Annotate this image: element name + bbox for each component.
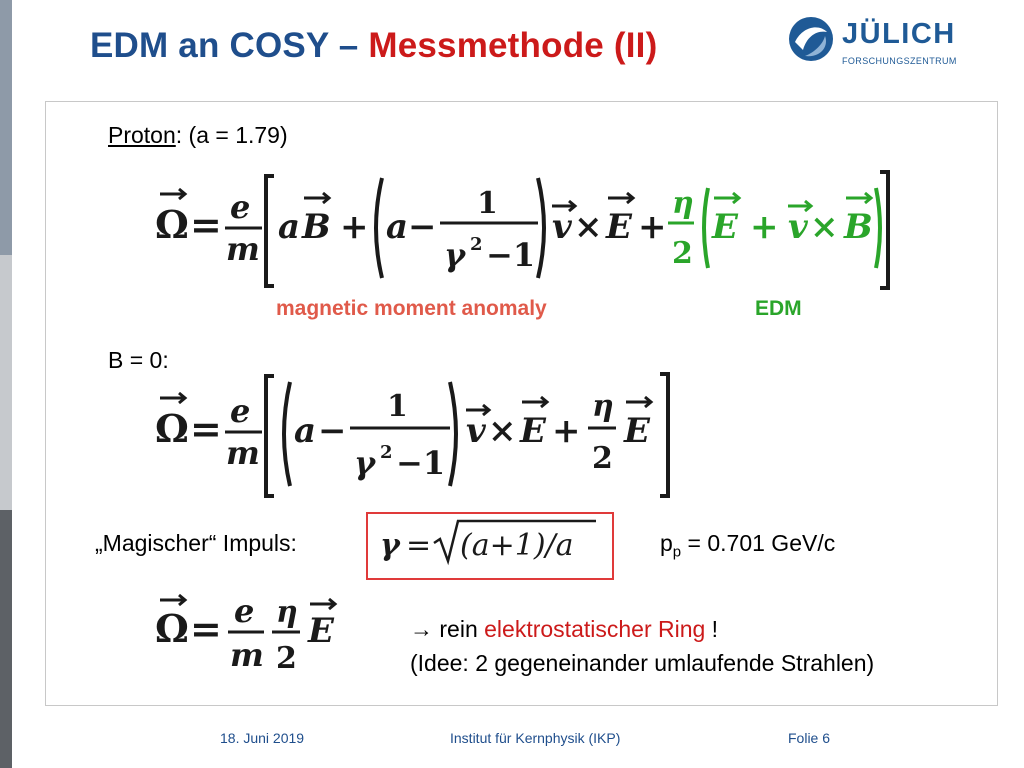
sidebar-stripe-middle	[0, 255, 12, 510]
svg-text:η: η	[592, 389, 614, 424]
svg-text:=: =	[190, 202, 222, 247]
svg-text:v: v	[788, 207, 808, 247]
svg-text:v: v	[466, 411, 486, 451]
svg-text:−: −	[318, 411, 347, 451]
svg-text:a: a	[294, 411, 317, 451]
svg-text:−: −	[408, 207, 437, 247]
title-part-1: EDM an COSY –	[90, 26, 369, 65]
svg-text:(a+1)/a: (a+1)/a	[460, 528, 574, 563]
svg-text:a: a	[386, 207, 409, 247]
proton-label: Proton	[108, 122, 176, 148]
title-part-2: Messmethode (II)	[368, 26, 658, 65]
svg-text:η: η	[672, 186, 694, 221]
conclusion-pre: rein	[433, 616, 485, 642]
svg-text:2: 2	[380, 442, 393, 463]
momentum-value: = 0.701 GeV/c	[681, 530, 836, 556]
svg-text:m: m	[230, 636, 264, 674]
svg-text:+: +	[750, 207, 779, 247]
equation-magic-gamma	[376, 515, 606, 575]
svg-text:m: m	[226, 230, 260, 268]
slide-title	[90, 26, 657, 66]
svg-text:B: B	[302, 207, 331, 247]
equation-omega-b-zero	[150, 370, 680, 500]
equation-omega-full	[150, 168, 900, 293]
arrow-right-icon: →	[410, 616, 433, 642]
proton-line	[108, 122, 288, 149]
logo-wordmark: JÜLICH	[842, 18, 956, 50]
svg-text:=: =	[406, 528, 432, 563]
footer-slide-number: Folie 6	[788, 730, 831, 746]
svg-text:=: =	[190, 406, 222, 451]
momentum-subscript: p	[672, 543, 682, 561]
svg-text:Ω: Ω	[155, 202, 189, 247]
logo-subtitle: FORSCHUNGSZENTRUM	[842, 56, 957, 66]
svg-text:2: 2	[592, 441, 613, 476]
svg-text:e: e	[230, 392, 251, 430]
svg-text:2: 2	[470, 234, 483, 255]
svg-text:Ω: Ω	[155, 606, 189, 651]
svg-text:1: 1	[387, 389, 408, 424]
svg-text:+: +	[638, 207, 667, 247]
conclusion-line-1	[410, 616, 718, 643]
conclusion-post: !	[705, 616, 719, 642]
svg-text:B: B	[844, 207, 873, 247]
svg-text:Ω: Ω	[155, 406, 189, 451]
svg-text:1: 1	[477, 186, 498, 221]
magic-momentum-label: „Magischer“ Impuls:	[95, 530, 297, 556]
equation-omega-edm	[150, 590, 350, 680]
label-magnetic-moment-anomaly: magnetic moment anomaly	[276, 297, 547, 320]
sidebar-stripe-top	[0, 0, 12, 255]
juelich-logo	[785, 12, 960, 72]
svg-text:2: 2	[276, 641, 297, 676]
svg-text:E: E	[624, 411, 650, 451]
b-zero-label: B = 0:	[108, 347, 169, 373]
svg-text:−1: −1	[396, 444, 446, 482]
svg-text:γ: γ	[444, 236, 466, 274]
svg-text:+: +	[552, 411, 581, 451]
proton-magic-momentum	[660, 530, 835, 561]
svg-text:E: E	[308, 611, 334, 651]
svg-text:E: E	[712, 207, 738, 247]
momentum-symbol: p	[660, 530, 673, 556]
svg-text:γ: γ	[380, 528, 400, 563]
proton-anomaly: : (a = 1.79)	[175, 122, 288, 148]
svg-text:m: m	[226, 434, 260, 472]
footer-institute: Institut für Kernphysik (IKP)	[450, 730, 621, 746]
svg-text:×: ×	[574, 207, 603, 247]
svg-text:2: 2	[672, 236, 693, 271]
svg-text:E: E	[520, 411, 546, 451]
svg-text:v: v	[552, 207, 572, 247]
conclusion-line-2: (Idee: 2 gegeneinander umlaufende Strahlen)	[410, 650, 875, 676]
svg-text:×: ×	[810, 207, 839, 247]
svg-text:×: ×	[488, 411, 517, 451]
svg-text:e: e	[234, 592, 255, 630]
sidebar-stripe-bottom	[0, 510, 12, 768]
svg-text:η: η	[276, 595, 298, 630]
label-edm: EDM	[755, 297, 802, 320]
footer-date: 18. Juni 2019	[220, 730, 305, 746]
svg-text:E: E	[606, 207, 632, 247]
svg-text:+: +	[340, 207, 369, 247]
svg-text:a: a	[278, 207, 301, 247]
svg-text:=: =	[190, 606, 222, 651]
conclusion-highlight: elektrostatischer Ring	[484, 616, 706, 642]
svg-text:−1: −1	[486, 236, 536, 274]
svg-text:γ: γ	[354, 444, 376, 482]
svg-text:e: e	[230, 188, 251, 226]
